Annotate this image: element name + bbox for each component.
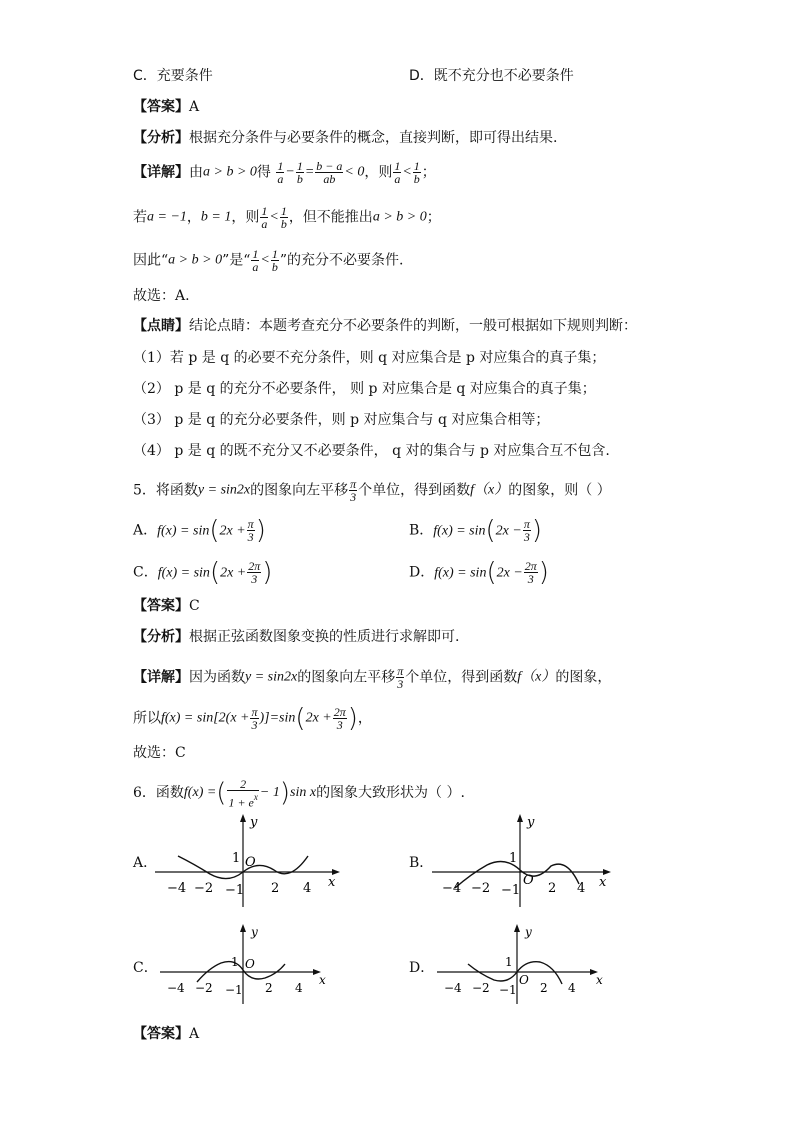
q6-stem: 6．函数f(x) =( $\frac{2}{1 + e^x}$ − 1)sin x的图象大致形状为（ ）. (133, 777, 465, 810)
q5-option-a: A．f(x) = sin(2x + $\frac{\pi}{3}$ ) (133, 515, 266, 546)
tick: 2 (271, 881, 280, 896)
math-expr: − 1 (259, 785, 280, 801)
tick: 4 (295, 981, 303, 995)
graph-b (427, 812, 627, 912)
point-text: 结论点睛：本题考查充分不必要条件的判断，一般可根据如下规则判断： (189, 318, 637, 334)
math-expr: a = −1 (147, 209, 187, 225)
q5-stem (133, 478, 611, 503)
detail-text: ，则 (364, 164, 393, 181)
math-expr: f（x） (517, 669, 556, 685)
detail-text: 个单位，得到函数 (405, 669, 518, 686)
x-label: x (328, 875, 336, 890)
fraction: $\frac{2}{1 + e^x}$ (228, 777, 258, 810)
fraction: $\frac{1}{b}$ (296, 159, 303, 186)
graph-a (150, 812, 350, 912)
math-expr: y = sin2x (245, 669, 298, 685)
option-label: C． (133, 564, 158, 581)
q5-so-line: 所以f(x) = sin[2(x + $\frac{\pi}{3}$ )]=sin(2x + $\frac{2\pi}{3}$ )， (133, 703, 372, 734)
origin: O (523, 873, 534, 888)
option-d: D．既不充分也不必要条件 (409, 68, 574, 84)
tick: −2 (472, 981, 490, 995)
detail-text: 的图象向左平移 (297, 669, 396, 686)
fraction: $\frac{\pi}{3}$ (350, 477, 357, 504)
math-expr: a > b > 0 (372, 209, 427, 225)
fraction: $\frac{1}{b}$ (413, 159, 420, 186)
tick: 4 (577, 881, 586, 896)
option-label: D． (409, 564, 435, 581)
y-arrow (240, 814, 246, 822)
detail-tag: 【详解】 (133, 164, 189, 181)
fraction: $\frac{1}{a}$ (252, 247, 259, 274)
detail-text: ； (426, 209, 441, 226)
fraction: $\frac{1}{b}$ (271, 247, 278, 274)
fraction: $\frac{\pi}{3}$ (397, 664, 404, 691)
y-label: y (250, 815, 258, 830)
fraction: $\frac{1}{a}$ (394, 159, 401, 186)
y-arrow (514, 924, 520, 932)
analysis-tag: 【分析】 (133, 629, 189, 645)
math-expr: 2x − (496, 565, 523, 581)
fraction: $\frac{\pi}{3}$ (523, 517, 530, 544)
math-expr: b = 1 (200, 209, 232, 225)
math-expr: y = sin2x (197, 482, 251, 498)
origin: O (245, 957, 255, 971)
detail-line-3: 因此“a > b > 0”是“ $\frac{1}{a}$ < $\frac{1}{b}$ ”的充分不必要条件. (133, 247, 404, 274)
answer-value: C (189, 598, 200, 614)
tick-one: 1 (505, 955, 513, 969)
tick: −2 (195, 981, 213, 995)
detail-line-1: 【详解】由a > b > 0得 $\frac{1}{a}$ − $\frac{1}{b}$ = $\frac{b - a}{ab}$ < 0，则 $\frac{1}{a}$ < $\frac{1}{b}$ ； (133, 159, 436, 186)
answer-line (133, 97, 199, 117)
point-line (133, 316, 637, 336)
analysis-text: 根据充分条件与必要条件的概念，直接判断，即可得出结果. (189, 130, 558, 146)
tick-one: 1 (231, 955, 239, 969)
q5-answer-line (133, 596, 200, 616)
answer-tag: 【答案】 (133, 598, 189, 614)
tick: −4 (444, 981, 462, 995)
detail-text: 由 (189, 164, 203, 181)
q6-answer-line (133, 1024, 199, 1044)
math-expr: sin x (290, 785, 317, 801)
stem-text: 的图象向左平移 (250, 482, 349, 499)
analysis-line (133, 128, 557, 148)
option-label: A． (133, 522, 158, 539)
q5-analysis-line (133, 627, 459, 647)
option-c: C．充要条件 (133, 68, 213, 84)
answer-value: A (189, 1026, 200, 1042)
tick: −2 (471, 881, 491, 896)
detail-tag: 【详解】 (133, 669, 189, 686)
x-label: x (319, 973, 326, 987)
graph-c (155, 922, 335, 1012)
graph-a-label: A． (133, 855, 158, 871)
tick: 2 (265, 981, 273, 995)
math-expr: f（x） (470, 482, 509, 498)
math-expr: 2x + (305, 710, 332, 726)
stem-text: 的图象，则（ ） (508, 482, 611, 499)
origin: O (245, 855, 256, 870)
q5-choose-line: 故选：C (133, 745, 186, 761)
math-expr: 2x − (495, 523, 522, 539)
tick-one: 1 (232, 851, 241, 866)
fraction: $\frac{\pi}{3}$ (247, 517, 254, 544)
tick: −1 (499, 983, 517, 997)
y-label: y (525, 925, 532, 939)
y-arrow (240, 924, 246, 932)
tick: −4 (167, 881, 187, 896)
math-expr: f(x) = sin (433, 523, 486, 539)
detail-text: ”是“ (222, 252, 251, 269)
tick: 4 (568, 981, 576, 995)
option-label: B． (409, 522, 434, 539)
y-label: y (527, 815, 535, 830)
q5-option-b: B．f(x) = sin(2x − $\frac{\pi}{3}$ ) (409, 515, 543, 546)
stem-text: 6．函数 (133, 785, 184, 802)
tick: −4 (442, 881, 462, 896)
answer-value: A (189, 99, 200, 115)
detail-text: ，则 (231, 209, 260, 226)
point-tag: 【点睛】 (133, 318, 189, 334)
math-expr: f(x) = sin[2(x + (161, 710, 250, 726)
graph-d (432, 922, 612, 1012)
x-label: x (596, 973, 603, 987)
rule-1: （1）若 p 是 q 的必要不充分条件，则 q 对应集合是 p 对应集合的真子集； (133, 350, 606, 366)
fraction: $\frac{1}{a}$ (277, 159, 284, 186)
detail-line-2: 若a = −1，b = 1，则 $\frac{1}{a}$ < $\frac{1}{b}$ ，但不能推出a > b > 0； (133, 204, 441, 231)
math-expr: 2x + (219, 523, 246, 539)
fraction: $\frac{1}{b}$ (280, 204, 287, 231)
rule-3: （3） p 是 q 的充分必要条件，则 p 对应集合与 q 对应集合相等； (133, 412, 550, 428)
detail-text: 所以 (133, 710, 161, 727)
stem-text: 5．将函数 (133, 482, 198, 499)
tick: −4 (167, 981, 185, 995)
math-expr: )]=sin (259, 710, 296, 726)
detail-text: 若 (133, 209, 147, 226)
detail-text: ，但不能推出 (288, 209, 373, 226)
graph-d-label: D． (409, 960, 435, 976)
detail-text: ， (357, 710, 372, 727)
math-expr: f(x) = (183, 785, 217, 801)
rule-2: （2） p 是 q 的充分不必要条件， 则 p 对应集合是 q 对应集合的真子集； (133, 381, 596, 397)
detail-text: 因为函数 (189, 669, 245, 686)
x-label: x (599, 875, 607, 890)
fraction: $\frac{2\pi}{3}$ (524, 559, 537, 586)
fraction: $\frac{1}{a}$ (261, 204, 268, 231)
y-arrow (517, 814, 523, 822)
tick: −2 (194, 881, 214, 896)
q5-option-c: C．f(x) = sin(2x + $\frac{2\pi}{3}$ ) (133, 557, 273, 588)
answer-tag: 【答案】 (133, 99, 189, 115)
detail-text: 的图象， (555, 669, 612, 686)
detail-text: 因此“ (133, 252, 169, 269)
fraction: $\frac{2\pi}{3}$ (333, 705, 346, 732)
choose-line: 故选：A. (133, 288, 190, 304)
tick: 2 (548, 881, 557, 896)
fraction: $\frac{2\pi}{3}$ (248, 559, 261, 586)
detail-text: 得 (256, 164, 271, 181)
q5-option-d: D．f(x) = sin(2x − $\frac{2\pi}{3}$ ) (409, 557, 549, 588)
fraction: $\frac{b - a}{ab}$ (316, 159, 343, 186)
y-label: y (251, 925, 258, 939)
math-expr: a > b > 0 (168, 252, 223, 268)
analysis-tag: 【分析】 (133, 130, 189, 146)
math-expr: a > b > 0 (203, 164, 257, 180)
detail-text: ”的充分不必要条件. (279, 252, 404, 269)
tick: 4 (303, 881, 312, 896)
tick-one: 1 (509, 851, 518, 866)
q5-detail-line (133, 665, 611, 690)
analysis-text: 根据正弦函数图象变换的性质进行求解即可. (189, 629, 460, 645)
math-expr: f(x) = sin (157, 523, 210, 539)
origin: O (519, 973, 529, 987)
graph-b-label: B． (409, 855, 434, 871)
tick: −1 (225, 883, 245, 898)
tick: −1 (501, 883, 521, 898)
stem-text: 的图象大致形状为（ ）. (316, 785, 465, 802)
answer-tag: 【答案】 (133, 1026, 189, 1042)
fraction: $\frac{\pi}{3}$ (251, 705, 258, 732)
tick: −1 (225, 983, 243, 997)
graph-c-label: C． (133, 960, 158, 976)
math-expr: 2x + (220, 565, 247, 581)
rule-4: （4） p 是 q 的既不充分又不必要条件， q 对的集合与 p 对应集合互不包含. (133, 443, 610, 459)
math-expr: f(x) = sin (434, 565, 487, 581)
math-expr: f(x) = sin (157, 565, 210, 581)
stem-text: 个单位，得到函数 (358, 482, 471, 499)
detail-text: ， (186, 209, 201, 226)
tick: 2 (540, 981, 548, 995)
